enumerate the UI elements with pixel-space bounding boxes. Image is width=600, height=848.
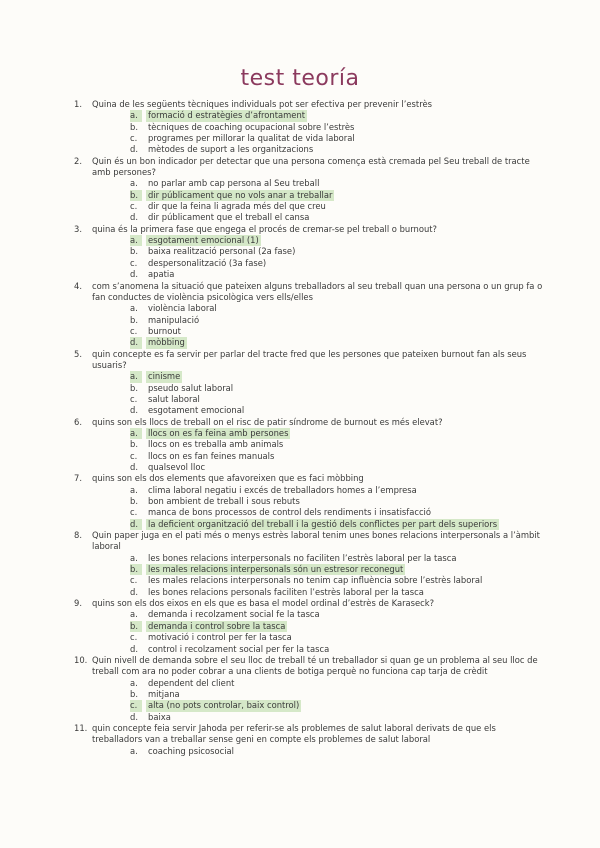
answer-option (92, 746, 544, 757)
page-title: test teoría (240, 66, 360, 91)
question-list (74, 99, 544, 757)
option-letter: d. (130, 586, 138, 597)
answer-options (92, 235, 544, 280)
option-text: baixa (148, 711, 171, 722)
answer-option (92, 485, 544, 496)
option-text: tècniques de coaching ocupacional sobre l’estrès (148, 121, 355, 132)
option-letter: b. (130, 314, 138, 325)
option-letter: d. (130, 711, 138, 722)
option-text: les bones relacions personals faciliten l’estrès laboral per la tasca (148, 586, 424, 597)
option-letter: b. (130, 190, 142, 201)
answer-option (92, 553, 544, 564)
option-text: pseudo salut laboral (148, 382, 234, 393)
option-letter: d. (130, 643, 138, 654)
question-number: 4. (74, 280, 82, 291)
option-letter: a. (130, 178, 138, 189)
option-text: manipulació (148, 314, 200, 325)
question-item (74, 530, 544, 598)
option-text: apatia (148, 269, 175, 280)
option-text: salut laboral (148, 393, 200, 404)
answer-option-correct (92, 235, 544, 246)
option-letter: d. (130, 144, 138, 155)
option-text: no parlar amb cap persona al Seu treball (148, 178, 320, 189)
answer-option (92, 212, 544, 223)
answer-option (92, 439, 544, 450)
option-text: programes per millorar la qualitat de vida laboral (148, 133, 355, 144)
answer-options (92, 303, 544, 348)
option-text: demanda i recolzament social fe la tasca (148, 609, 320, 620)
answer-option (92, 632, 544, 643)
option-text: dir públicament que el treball el cansa (148, 212, 310, 223)
question-number: 7. (74, 473, 82, 484)
answer-options (92, 553, 544, 598)
answer-options (92, 746, 544, 757)
answer-option-correct (92, 110, 544, 121)
option-letter: b. (130, 688, 138, 699)
option-letter: c. (130, 133, 138, 144)
question-item (74, 473, 544, 530)
answer-option (92, 144, 544, 155)
answer-option (92, 689, 544, 700)
answer-options (92, 178, 544, 223)
option-letter: b. (130, 121, 138, 132)
option-letter: c. (130, 325, 138, 336)
option-letter: c. (130, 575, 138, 586)
option-letter: a. (130, 235, 142, 246)
question-text: quins son els llocs de treball on el risc de patir síndrome de burnout es més elevat? (92, 416, 443, 427)
option-letter: a. (130, 303, 138, 314)
option-letter: d. (130, 269, 138, 280)
answer-options (92, 609, 544, 654)
answer-option-correct (92, 371, 544, 382)
question-text: quin concepte es fa servir per parlar del tracte fred que les persones que pateixen burnout fan als seus usuaris? (92, 348, 527, 370)
question-text: Quina de les següents tècniques individuals pot ser efectiva per prevenir l’estrès (92, 99, 432, 109)
answer-option (92, 462, 544, 473)
option-letter: a. (130, 428, 142, 439)
answer-option (92, 303, 544, 314)
question-number: 1. (74, 99, 82, 109)
answer-option (92, 258, 544, 269)
option-text: la deficient organització del treball i la gestió dels conflictes per part dels superiors (148, 518, 498, 529)
question-text: Quin és un bon indicador per detectar que una persona comença està cremada pel Seu treball de tracte amb persones? (92, 155, 530, 178)
option-text: violència laboral (148, 303, 217, 314)
answer-option-correct (92, 621, 544, 632)
question-item (74, 598, 544, 655)
option-letter: c. (130, 201, 138, 212)
answer-options (92, 485, 544, 530)
option-text: mòbbing (148, 337, 185, 348)
option-text: les males relacions interpersonals no tenim cap influència sobre l’estrès laboral (148, 575, 483, 586)
option-text: llocs on es treballa amb animals (148, 439, 284, 450)
question-number: 2. (74, 155, 82, 166)
answer-option (92, 326, 544, 337)
option-letter: a. (130, 484, 138, 495)
option-letter: b. (130, 496, 138, 507)
option-text: esgotament emocional (1) (148, 235, 259, 246)
option-text: llocs on es fa feina amb persones (148, 427, 289, 438)
answer-option (92, 122, 544, 133)
answer-option (92, 712, 544, 723)
answer-option (92, 383, 544, 394)
question-number: 9. (74, 598, 82, 609)
option-text: manca de bons processos de control dels rendiments i insatisfacció (148, 507, 432, 518)
answer-option (92, 394, 544, 405)
option-letter: d. (130, 337, 142, 348)
question-item (74, 655, 544, 723)
option-text: dependent del client (148, 677, 235, 688)
answer-option (92, 201, 544, 212)
option-letter: a. (130, 110, 142, 121)
question-text: com s’anomena la situació que pateixen alguns treballadors al seu treball quan una persona o un grup fa o fan conductes de violència psicològica vers ells/elles (92, 280, 543, 302)
option-letter: b. (130, 564, 142, 575)
answer-option (92, 246, 544, 257)
question-item (74, 99, 544, 156)
option-letter: b. (130, 621, 142, 632)
answer-option-correct (92, 428, 544, 439)
option-text: mètodes de suport a les organitzacions (148, 144, 314, 155)
answer-options (92, 428, 544, 473)
question-text: Quin nivell de demanda sobre el seu lloc de treball té un treballador si quan ge un problema al seu lloc de treball com ara no poder cobrar a una clients de botiga perquè no funciona cap tarja de crèdit (92, 654, 538, 677)
option-letter: c. (130, 257, 138, 268)
option-letter: b. (130, 439, 138, 450)
option-letter: a. (130, 745, 138, 756)
option-text: mitjana (148, 688, 180, 699)
option-letter: d. (130, 212, 138, 223)
option-text: control i recolzament social per fer la tasca (148, 643, 330, 654)
option-text: alta (no pots controlar, baix control) (148, 700, 300, 711)
option-text: despersonalització (3a fase) (148, 257, 267, 268)
answer-options (92, 371, 544, 416)
answer-option (92, 644, 544, 655)
answer-option-correct (92, 519, 544, 530)
option-text: coaching psicosocial (148, 745, 234, 756)
question-number: 8. (74, 530, 82, 541)
option-letter: d. (130, 462, 138, 472)
answer-option (92, 678, 544, 689)
question-number: 5. (74, 348, 82, 359)
option-text: dir que la feina li agrada més del que creu (148, 201, 326, 212)
question-item (74, 417, 544, 474)
option-text: bon ambient de treball i sous rebuts (148, 496, 300, 507)
option-text: esgotament emocional (148, 405, 245, 416)
answer-option (92, 575, 544, 586)
option-text: clima laboral negatiu i excés de treballadors homes a l’empresa (148, 484, 417, 495)
option-text: cinisme (148, 371, 181, 382)
answer-option (92, 609, 544, 620)
option-letter: a. (130, 677, 138, 688)
answer-option (92, 405, 544, 416)
answer-option (92, 315, 544, 326)
answer-options (92, 678, 544, 723)
answer-option-correct (92, 337, 544, 348)
option-letter: a. (130, 552, 138, 563)
answer-option-correct (92, 564, 544, 575)
option-text: les males relacions interpersonals són un estresor reconegut (148, 564, 404, 575)
answer-option (92, 496, 544, 507)
answer-option-correct (92, 190, 544, 201)
answer-option (92, 587, 544, 598)
option-text: qualsevol lloc (148, 462, 206, 472)
option-text: baixa realització personal (2a fase) (148, 246, 296, 257)
question-item (74, 281, 544, 349)
option-text: les bones relacions interpersonals no faciliten l’estrès laboral per la tasca (148, 552, 457, 563)
question-text: quins son els dos elements que afavoreixen que es faci mòbbing (92, 473, 364, 484)
option-letter: b. (130, 382, 138, 393)
question-number: 6. (74, 416, 82, 427)
option-letter: d. (130, 519, 142, 530)
option-text: burnout (148, 325, 181, 336)
option-letter: b. (130, 246, 138, 257)
question-text: Quin paper juga en el pati més o menys estrès laboral tenim unes bones relacions interpersonals a l’àmbit laboral (92, 530, 540, 552)
option-text: motivació i control per fer la tasca (148, 632, 292, 643)
question-text: quin concepte feia servir Jahoda per referir-se als problemes de salut laboral derivats de que els treballadors van a treballar sense geni en compte els problemes de salut laboral (92, 722, 496, 745)
question-number: 10. (74, 654, 88, 665)
option-letter: a. (130, 609, 138, 620)
question-item (74, 723, 544, 757)
option-text: llocs on es fan feines manuals (148, 450, 275, 461)
option-text: demanda i control sobre la tasca (148, 620, 286, 631)
question-number: 11. (74, 722, 88, 733)
question-text: quina és la primera fase que engega el procés de cremar-se pel treball o burnout? (92, 223, 437, 234)
question-item (74, 156, 544, 224)
option-letter: c. (130, 450, 138, 461)
option-letter: d. (130, 405, 138, 416)
answer-option (92, 507, 544, 518)
option-letter: c. (130, 632, 138, 643)
option-letter: a. (130, 371, 142, 382)
answer-option (92, 269, 544, 280)
answer-option-correct (92, 700, 544, 711)
answer-option (92, 133, 544, 144)
question-item (74, 224, 544, 281)
option-text: dir públicament que no vols anar a treballar (148, 189, 333, 200)
option-letter: c. (130, 393, 138, 404)
answer-option (92, 178, 544, 189)
question-number: 3. (74, 223, 82, 234)
question-text: quins son els dos eixos en els que es basa el model ordinal d’estrès de Karaseck? (92, 598, 435, 609)
option-letter: c. (130, 700, 142, 711)
answer-option (92, 451, 544, 462)
option-letter: c. (130, 507, 138, 518)
answer-options (92, 110, 544, 155)
question-item (74, 349, 544, 417)
option-text: formació d estratègies d’afrontament (148, 110, 306, 121)
